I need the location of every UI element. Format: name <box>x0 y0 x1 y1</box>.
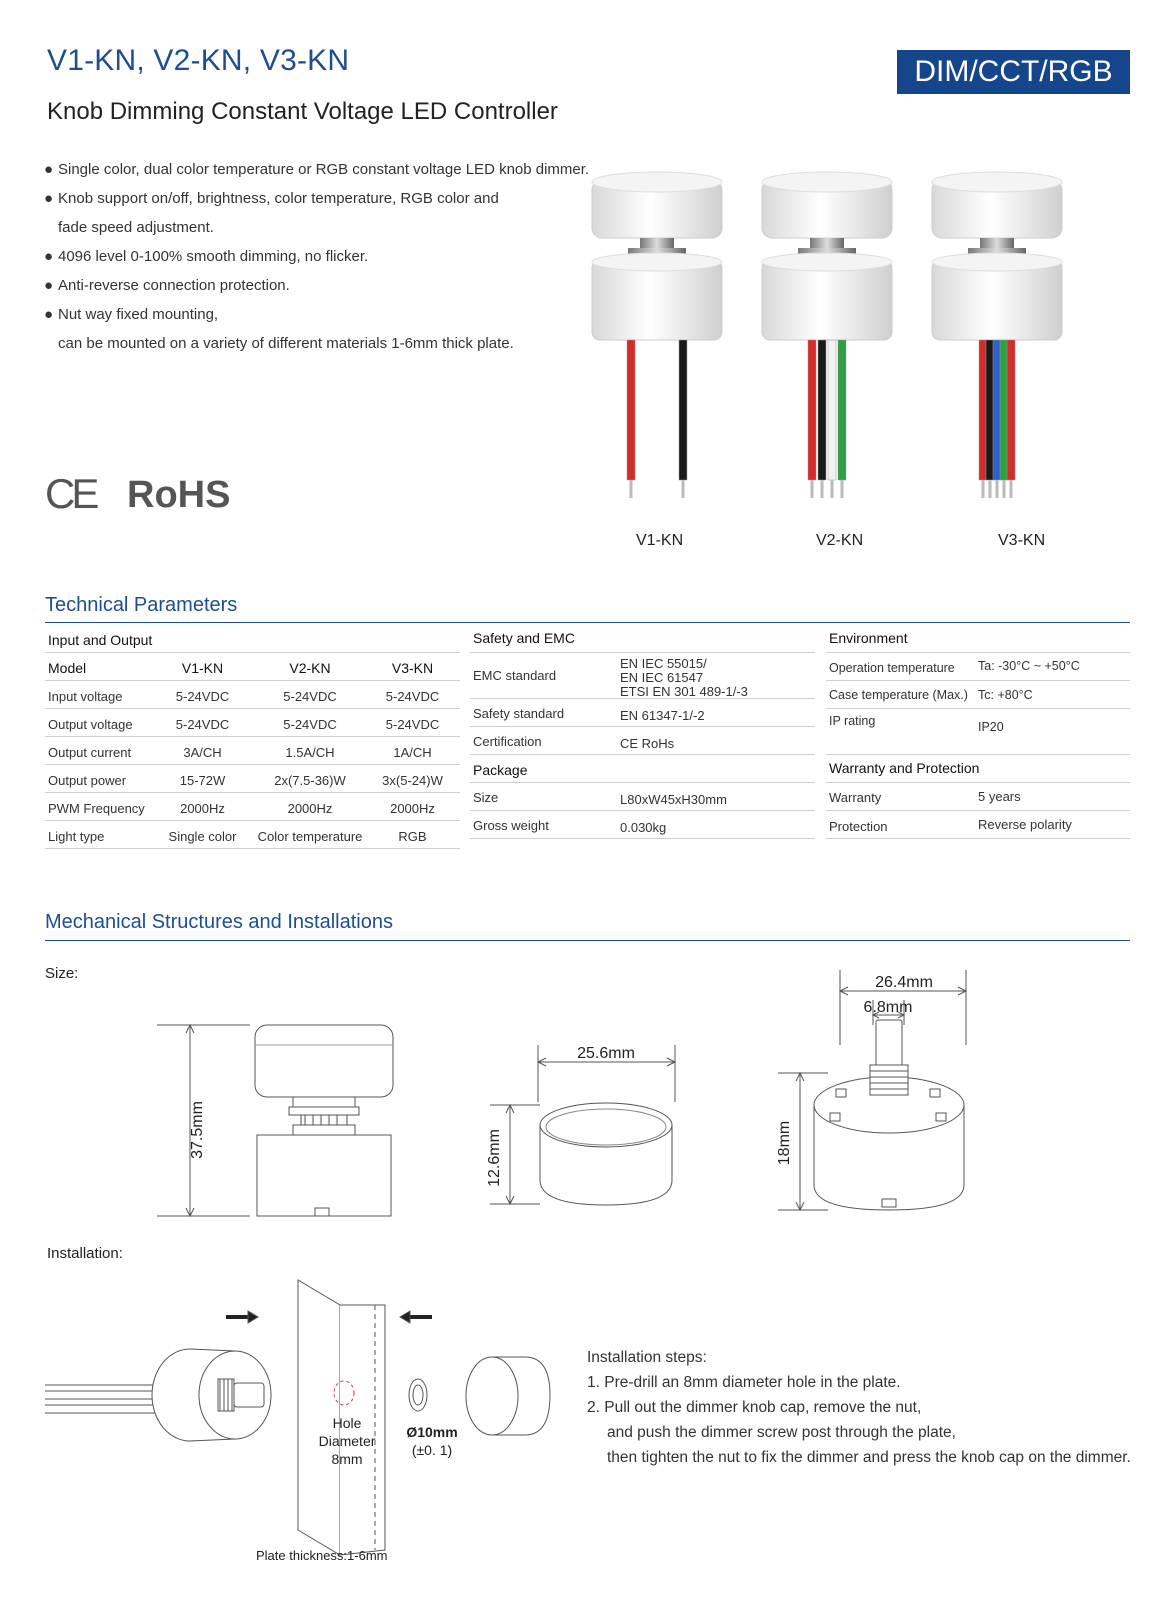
wire-tip <box>831 480 834 498</box>
installation-steps <box>587 1345 1131 1470</box>
wire-tip <box>989 480 992 498</box>
category-badge: DIM/CCT/RGB <box>897 50 1130 94</box>
wire-tip <box>682 480 685 498</box>
feature-text: Knob support on/off, brightness, color temperature, RGB color and <box>58 190 499 207</box>
product-label-v1: V1-KN <box>636 532 684 549</box>
table-row <box>45 820 460 849</box>
wires <box>627 340 687 498</box>
feature-text: Single color, dual color temperature or RGB constant voltage LED knob dimmer. <box>58 161 590 178</box>
step-item: and push the dimmer screw post through the plate, <box>607 1424 956 1441</box>
row-label: PWM Frequency <box>48 801 145 816</box>
col-model: Model <box>48 660 87 676</box>
table-row <box>470 754 815 783</box>
table-cell: Color temperature <box>257 829 363 844</box>
row-label: Input voltage <box>48 689 123 704</box>
product-label-v2: V2-KN <box>816 532 864 549</box>
environment-heading: Environment <box>829 630 908 646</box>
wire <box>679 340 687 480</box>
feature-item <box>44 242 604 271</box>
side-view-drawing <box>155 1010 395 1225</box>
emc-value: EN IEC 61547 <box>620 670 704 685</box>
bullet-icon: ● <box>44 190 54 207</box>
table-cell: 2000Hz <box>390 801 435 816</box>
ip-value: IP20 <box>978 720 1004 734</box>
wire <box>1007 340 1015 480</box>
body-width-dim: 26.4mm <box>875 974 933 991</box>
package-heading: Package <box>473 762 528 778</box>
case-temp-value: Tc: +80°C <box>978 688 1033 702</box>
table-cell: 2000Hz <box>287 801 333 816</box>
cap-width-dim: 25.6mm <box>577 1045 635 1062</box>
page-title: V1-KN, V2-KN, V3-KN <box>47 44 350 77</box>
weight-value: 0.030kg <box>620 820 667 835</box>
table-cell: 5-24VDC <box>283 689 337 704</box>
wire <box>818 340 826 480</box>
feature-text-continued: fade speed adjustment. <box>58 219 214 236</box>
table-cell: RGB <box>398 829 427 844</box>
body-height-dim: 18mm <box>776 1120 793 1166</box>
op-temp-label: Operation temperature <box>829 661 955 675</box>
table-row <box>826 708 1130 755</box>
bullet-icon: ● <box>44 306 54 323</box>
nut-size-label: Ø10mm <box>406 1424 458 1440</box>
rohs-mark-icon: RoHS <box>127 474 231 516</box>
table-row <box>826 652 1130 681</box>
emc-label: EMC standard <box>473 668 557 683</box>
safety-table <box>470 624 815 852</box>
table-row <box>470 726 815 755</box>
case-temp-label: Case temperature (Max.) <box>829 688 968 702</box>
table-cell: 5-24VDC <box>175 689 230 704</box>
tech-params-rule <box>45 622 1130 623</box>
cap-view-drawing <box>480 1040 700 1210</box>
col-v1: V1-KN <box>181 660 224 676</box>
cap-height-dim: 12.6mm <box>486 1129 503 1187</box>
product-v1-image <box>592 172 722 498</box>
table-row <box>45 652 460 681</box>
table-row <box>470 782 815 811</box>
table-row <box>45 792 460 821</box>
size-label: Size <box>473 790 499 805</box>
wire-tip <box>811 480 814 498</box>
wire <box>808 340 816 480</box>
row-label: Light type <box>48 829 105 844</box>
shaft-width-dim: 6.8mm <box>863 999 913 1016</box>
feature-text: Anti-reverse connection protection. <box>58 277 290 294</box>
wire <box>828 340 836 480</box>
wire <box>627 340 635 480</box>
table-row <box>826 624 1130 653</box>
height-total-dim: 37.5mm <box>189 1101 206 1159</box>
nut-tolerance-label: (±0. 1) <box>411 1442 453 1458</box>
table-row <box>45 736 460 765</box>
warranty-label: Warranty <box>829 790 882 805</box>
table-cell: 5-24VDC <box>283 717 337 732</box>
emc-value: EN IEC 55015/ <box>620 656 707 671</box>
body-view-drawing <box>778 965 978 1215</box>
table-cell: 1.5A/CH <box>285 745 335 760</box>
hole-label: Diameter <box>318 1433 376 1449</box>
table-row <box>470 698 815 727</box>
product-v2-image <box>762 172 892 498</box>
cert-value: CE RoHs <box>620 736 675 751</box>
table-cell: 3x(5-24)W <box>382 773 443 788</box>
col-v2: V2-KN <box>289 660 331 676</box>
plate-thickness-label: Plate thickness:1-6mm <box>256 1548 388 1563</box>
table-row <box>826 782 1130 811</box>
wire-tip <box>996 480 999 498</box>
table-row <box>470 624 815 653</box>
ip-label: IP rating <box>829 714 876 728</box>
row-label: Output current <box>48 745 132 760</box>
product-label-v3: V3-KN <box>998 532 1046 549</box>
col-v3: V3-KN <box>391 660 434 676</box>
feature-text: Nut way fixed mounting, <box>58 306 219 323</box>
feature-item <box>44 184 604 213</box>
weight-label: Gross weight <box>473 818 549 833</box>
tech-params-heading: Technical Parameters <box>45 594 238 616</box>
table-cell: 3A/CH <box>183 745 222 760</box>
wire <box>838 340 846 480</box>
safety-heading: Safety and EMC <box>473 630 575 646</box>
hole-label: 8mm <box>331 1451 363 1467</box>
wires <box>808 340 846 498</box>
table-row <box>470 652 815 699</box>
bullet-icon: ● <box>44 161 54 178</box>
warranty-heading: Warranty and Protection <box>829 760 980 776</box>
io-table <box>45 624 460 852</box>
feature-text-continued: can be mounted on a variety of different materials 1-6mm thick plate. <box>58 335 514 352</box>
bullet-icon: ● <box>44 248 54 265</box>
table-row <box>826 680 1130 709</box>
emc-value: ETSI EN 301 489-1/-3 <box>620 684 748 699</box>
table-row <box>45 680 460 709</box>
wires <box>979 340 1015 498</box>
feature-text: 4096 level 0-100% smooth dimming, no flicker. <box>58 248 369 265</box>
warranty-value: 5 years <box>978 789 1021 804</box>
environment-table <box>826 624 1130 852</box>
table-row <box>45 708 460 737</box>
step-item: 1. Pre-drill an 8mm diameter hole in the plate. <box>587 1374 901 1391</box>
table-cell: 5-24VDC <box>175 717 230 732</box>
wire-tip <box>630 480 633 498</box>
steps-heading: Installation steps: <box>587 1349 707 1366</box>
protection-value: Reverse polarity <box>978 817 1072 832</box>
wire-tip <box>982 480 985 498</box>
ce-mark-icon: CE <box>45 470 96 517</box>
feature-item <box>44 155 604 184</box>
bullet-icon: ● <box>44 277 54 294</box>
hole-label: Hole <box>332 1415 362 1431</box>
table-cell: 2000Hz <box>180 801 225 816</box>
page-subtitle: Knob Dimming Constant Voltage LED Controller <box>47 98 558 125</box>
mechanical-heading: Mechanical Structures and Installations <box>45 911 393 933</box>
table-row <box>45 764 460 793</box>
wire-tip <box>1003 480 1006 498</box>
table-cell: 5-24VDC <box>385 717 440 732</box>
op-temp-value: Ta: -30°C ~ +50°C <box>978 659 1080 673</box>
row-label: Output voltage <box>48 717 133 732</box>
safety-std-label: Safety standard <box>473 706 565 721</box>
table-row <box>826 754 1130 783</box>
io-heading: Input and Output <box>48 632 153 648</box>
size-label: Size: <box>45 965 79 982</box>
product-images <box>580 170 1100 520</box>
feature-item <box>44 271 604 300</box>
wire-tip <box>841 480 844 498</box>
installation-label: Installation: <box>47 1245 123 1262</box>
feature-item <box>44 300 604 329</box>
size-value: L80xW45xH30mm <box>620 792 727 807</box>
step-item: then tighten the nut to fix the dimmer and press the knob cap on the dimmer. <box>607 1449 1131 1466</box>
table-cell: 2x(7.5-36)W <box>274 773 346 788</box>
protection-label: Protection <box>829 819 888 834</box>
table-cell: Single color <box>168 829 237 844</box>
product-v3-image <box>932 172 1062 498</box>
safety-std-value: EN 61347-1/-2 <box>620 708 705 723</box>
table-row <box>826 810 1130 839</box>
table-cell: 1A/CH <box>393 745 432 760</box>
feature-list <box>44 155 604 358</box>
table-row <box>470 810 815 839</box>
table-cell: 15-72W <box>179 773 226 788</box>
wire-tip <box>1010 480 1013 498</box>
table-cell: 5-24VDC <box>385 689 440 704</box>
wire-tip <box>821 480 824 498</box>
table-row <box>45 624 460 653</box>
cert-label: Certification <box>473 734 542 749</box>
step-item: 2. Pull out the dimmer knob cap, remove the nut, <box>587 1399 922 1416</box>
installation-drawing <box>40 1275 560 1570</box>
mechanical-rule <box>45 940 1130 941</box>
row-label: Output power <box>48 773 127 788</box>
